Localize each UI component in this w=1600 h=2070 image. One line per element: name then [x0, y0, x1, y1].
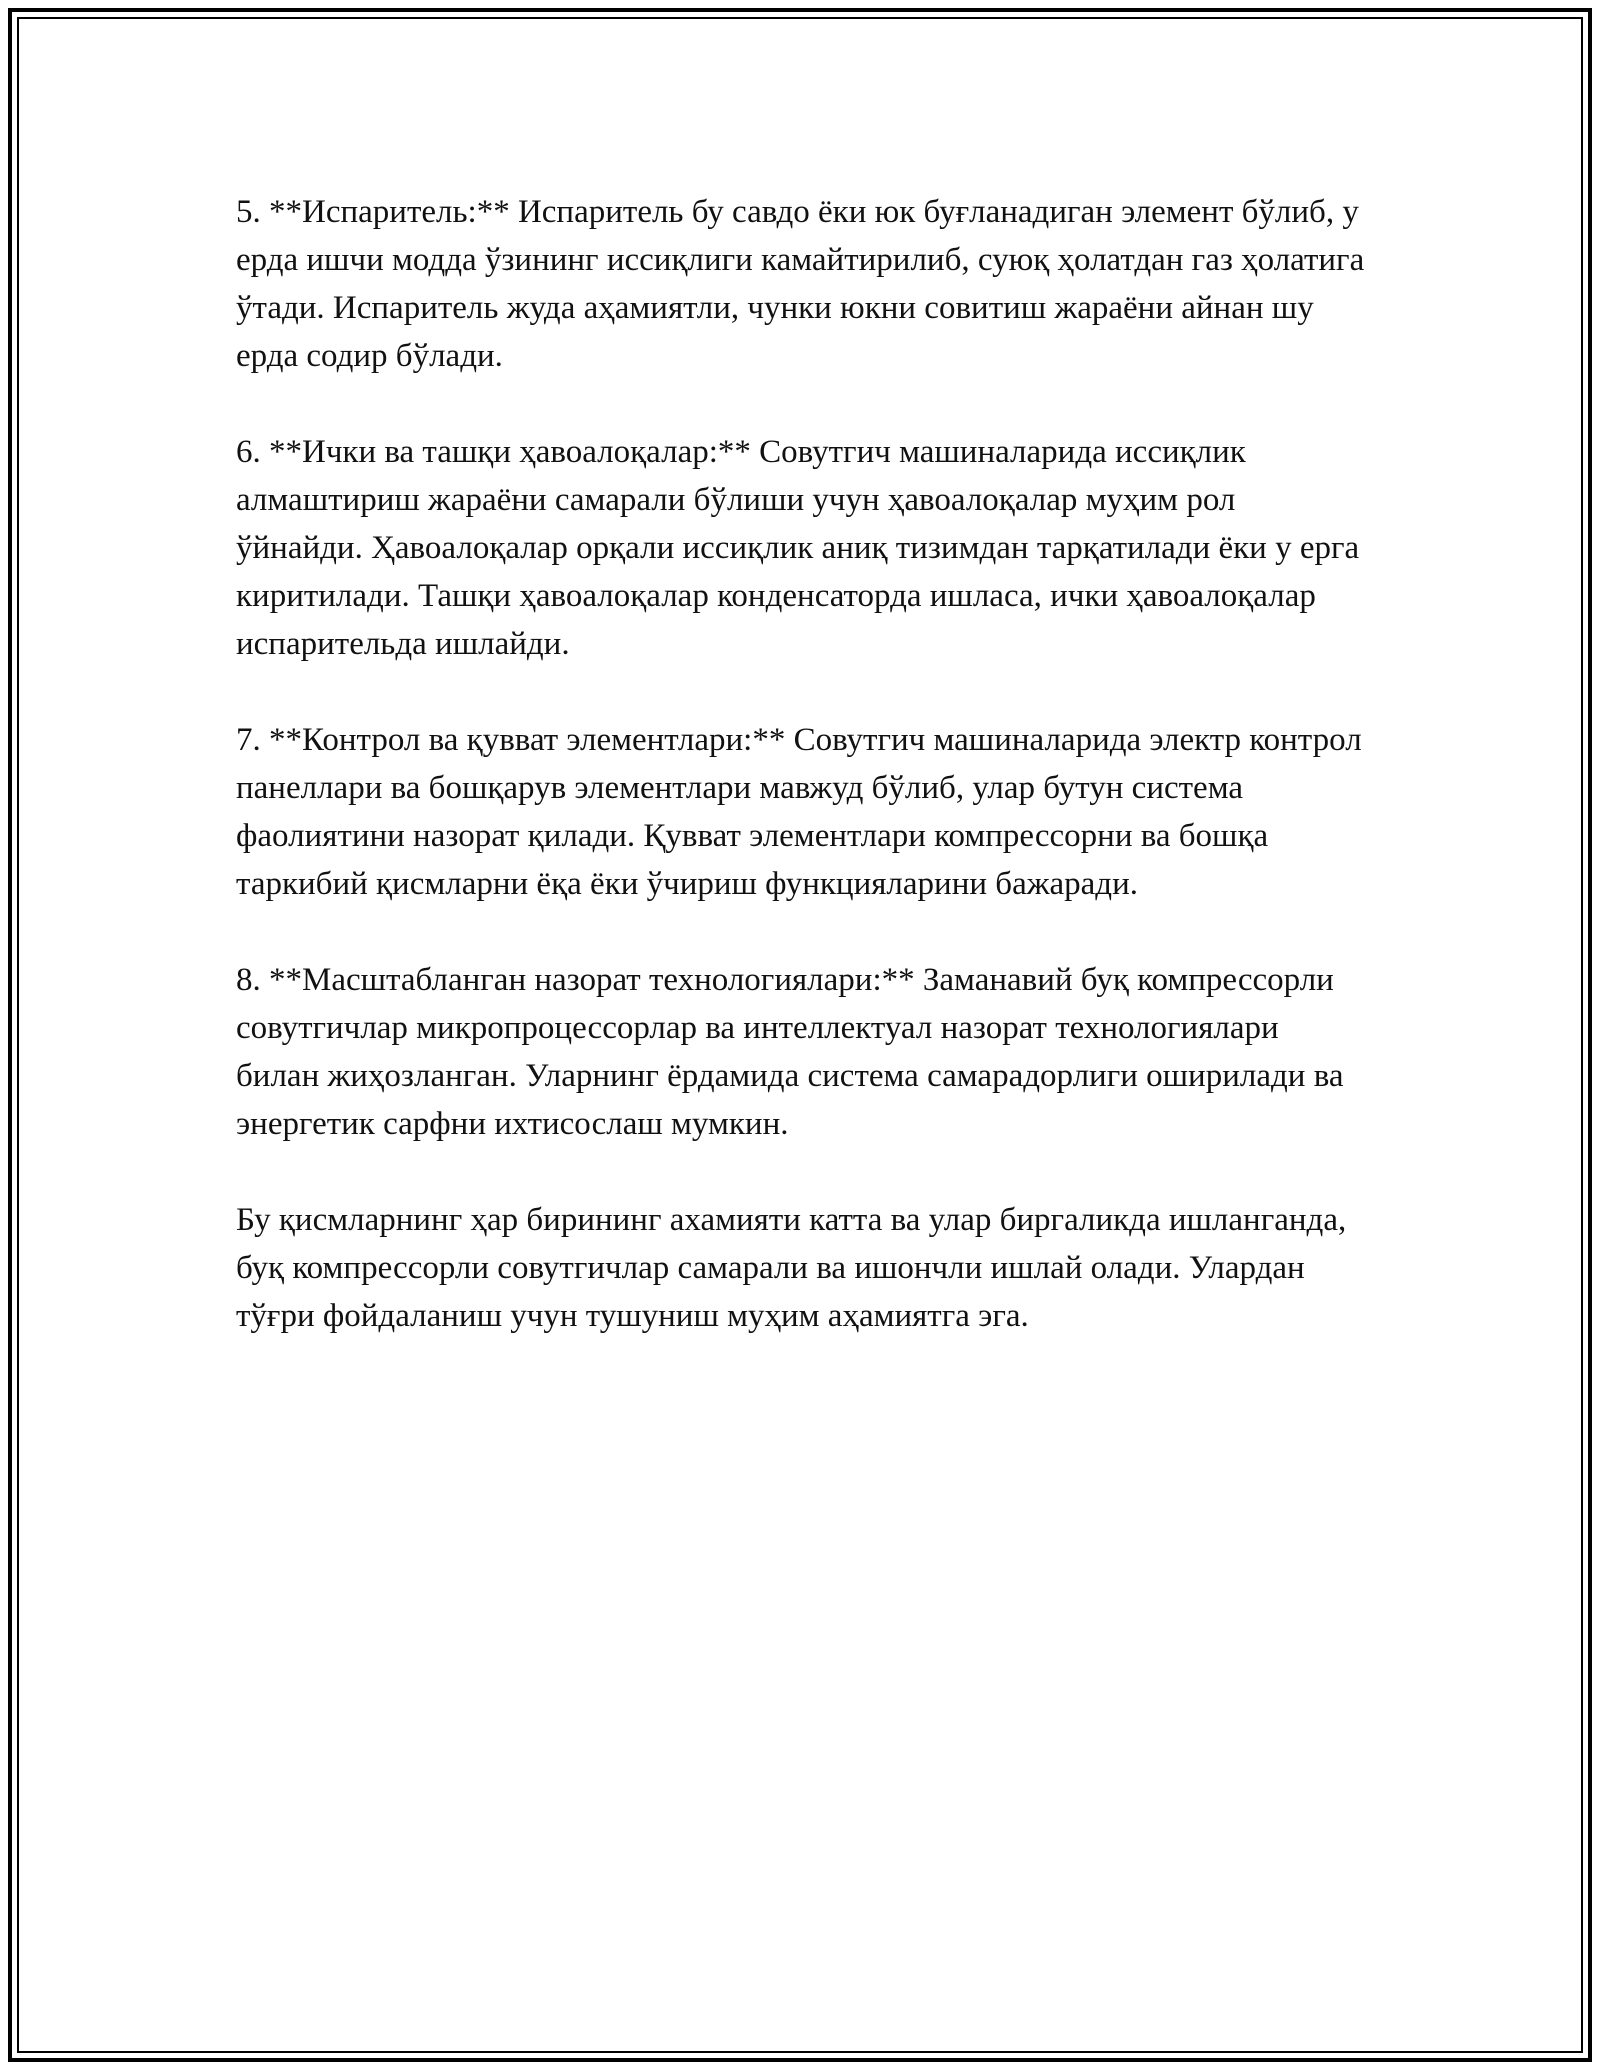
paragraph-conclusion: Бу қисмларнинг ҳар бирининг ахамияти катта ва улар биргаликда ишланганда, буқ компрессорли совутгичлар самарали ва ишончли ишлай олади. Улардан тўғри фойдаланиш учун тушуниш муҳим аҳамиятга эга. — [236, 1202, 1347, 1334]
paragraph-control-power: 7. **Контрол ва қувват элементлари:** Совутгич машиналарида электр контрол панеллари ва бошқарув элементлари мавжуд бўлиб, улар бутун система фаолиятини назорат қилади. Қувват элементлари компрессорни ва бошқа таркибий қисмларни ёқа ёки ўчириш функцияларини бажаради. — [236, 722, 1362, 902]
paragraph-air-ducts: 6. **Ички ва ташқи ҳавоалоқалар:** Совутгич машиналарида иссиқлик алмаштириш жараёни самарали бўлиши учун ҳавоалоқалар муҳим рол ўйнайди. Ҳавоалоқалар орқали иссиқлик аниқ тизимдан тарқатилади ёки у ерга киритилади. Ташқи ҳавоалоқалар конденсаторда ишласа, ички ҳавоалоқалар испарительда ишлайди. — [236, 434, 1360, 662]
paragraph-control-technologies: 8. **Масштабланган назорат технологиялари:** Заманавий буқ компрессорли совутгичлар микропроцессорлар ва интеллектуал назорат технологиялари билан жиҳозланган. Уларнинг ёрдамида система самарадорлиги оширилади ва энергетик сарфни ихтисослаш мумкин. — [236, 962, 1344, 1142]
document-body — [236, 188, 1366, 1388]
paragraph-evaporator: 5. **Испаритель:** Испаритель бу савдо ёки юк буғланадиган элемент бўлиб, у ерда ишчи модда ўзининг иссиқлиги камайтирилиб, суюқ ҳолатдан газ ҳолатига ўтади. Испаритель жуда аҳамиятли, чунки юкни совитиш жараёни айнан шу ерда содир бўлади. — [236, 194, 1365, 374]
